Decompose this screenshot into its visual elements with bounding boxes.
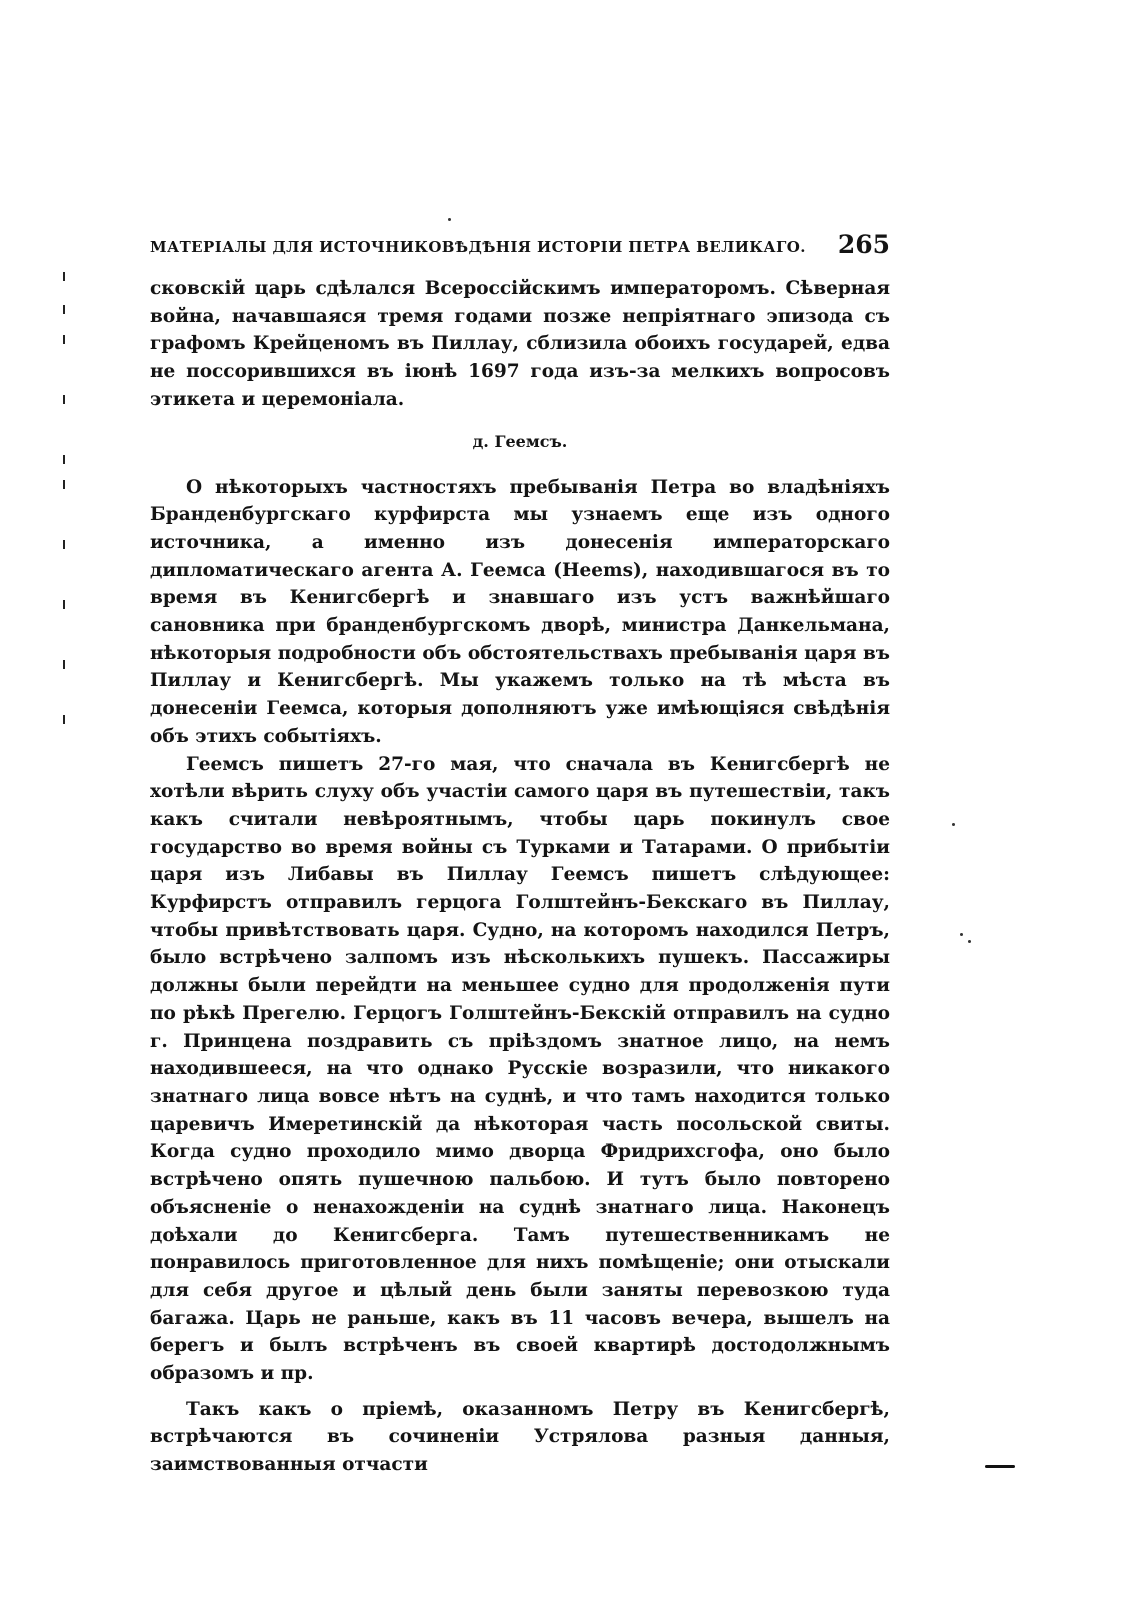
margin-mark [63,600,65,609]
margin-mark [63,715,65,724]
scan-speck [448,218,451,221]
margin-mark [63,480,65,489]
margin-mark [63,660,65,669]
margin-mark [63,335,65,344]
paragraph: Такъ какъ о пріемѣ, оказанномъ Петру въ Кенигсбергѣ, встрѣчаются въ сочиненіи Устрялова разныя данныя, заимствованныя отчасти [150,1398,890,1476]
scan-speck [960,933,963,936]
page-header [150,230,890,264]
scan-speck [952,823,955,826]
continued-paragraph: сковскій царь сдѣлался Всероссійскимъ императоромъ. Сѣверная война, начавшаяся тремя годами позже непріятнаго эпизода съ графомъ Крейценомъ въ Пиллау, сблизила обоихъ государей, едва не поссорившихся въ іюнѣ 1697 года изъ-за мелкихъ вопросовъ этикета и церемоніала. [150,278,890,410]
scan-speck [968,940,971,943]
margin-mark [63,455,65,464]
margin-mark [63,540,65,549]
running-title: МАТЕРІАЛЫ ДЛЯ ИСТОЧНИКОВѢДѢНІЯ ИСТОРІИ ПЕТРА ВЕЛИКАГО. [150,238,806,256]
section-heading: д. Геемсъ. [472,431,568,451]
scan-dash-mark [985,1465,1015,1468]
body-text [150,275,890,1479]
paragraph: О нѣкоторыхъ частностяхъ пребыванія Петра во владѣніяхъ Бранденбургскаго курфирста мы узнаемъ еще изъ одного источника, а именно изъ донесенія императорскаго дипломатическаго агента А. Геемса (Heems), находившагося въ то время въ Кенигсбергѣ и знавшаго изъ устъ важнѣйшаго сановника при бранденбургскомъ дворѣ, министра Данкельмана, нѣкоторыя подробности объ обстоятельствахъ пребыванія царя въ Пиллау и Кенигсбергѣ. Мы укажемъ только на тѣ мѣста въ донесеніи Геемса, которыя дополняютъ уже имѣющіяся свѣдѣнія объ этихъ событіяхъ. [150,476,890,747]
margin-mark [63,395,65,404]
paragraph: Геемсъ пишетъ 27-го мая, что сначала въ Кенигсбергѣ не хотѣли вѣрить слуху объ участіи самого царя въ путешествіи, такъ какъ считали невѣроятнымъ, чтобы царь покинулъ свое государство во время войны съ Турками и Татарами. О прибытіи царя изъ Либавы въ Пиллау Геемсъ пишетъ слѣдующее: Курфирстъ отправилъ герцога Голштейнъ-Бекскаго въ Пиллау, чтобы привѣтствовать царя. Судно, на которомъ находился Петръ, было встрѣчено залпомъ изъ нѣсколькихъ пушекъ. Пассажиры должны были перейдти на меньшее судно для продолженія пути по рѣкѣ Прегелю. Герцогъ Голштейнъ-Бекскій отправилъ на судно г. Принцена поздравить съ пріѣздомъ знатное лицо, на немъ находившееся, на что однако Русскіе возразили, что никакого знатнаго лица вовсе нѣтъ на суднѣ, и что тамъ находится только царевичъ Имеретинскій да нѣкоторая часть посольской свиты. Когда судно проходило мимо дворца Фридрихсгофа, оно было встрѣчено опять пушечною пальбою. И тутъ было повторено объясненіе о ненахожденіи на суднѣ знатнаго лица. Наконецъ доѣхали до Кенигсберга. Тамъ путешественникамъ не понравилось приготовленное для нихъ помѣщеніе; они отыскали для себя другое и цѣлый день были заняты перевозкою туда багажа. Царь не раньше, какъ въ 11 часовъ вечера, вышелъ на берегъ и былъ встрѣченъ въ своей квартирѣ достодолжнымъ образомъ и пр. [150,753,890,1385]
margin-mark [63,305,65,314]
margin-mark [63,272,65,281]
page-number: 265 [837,230,890,259]
